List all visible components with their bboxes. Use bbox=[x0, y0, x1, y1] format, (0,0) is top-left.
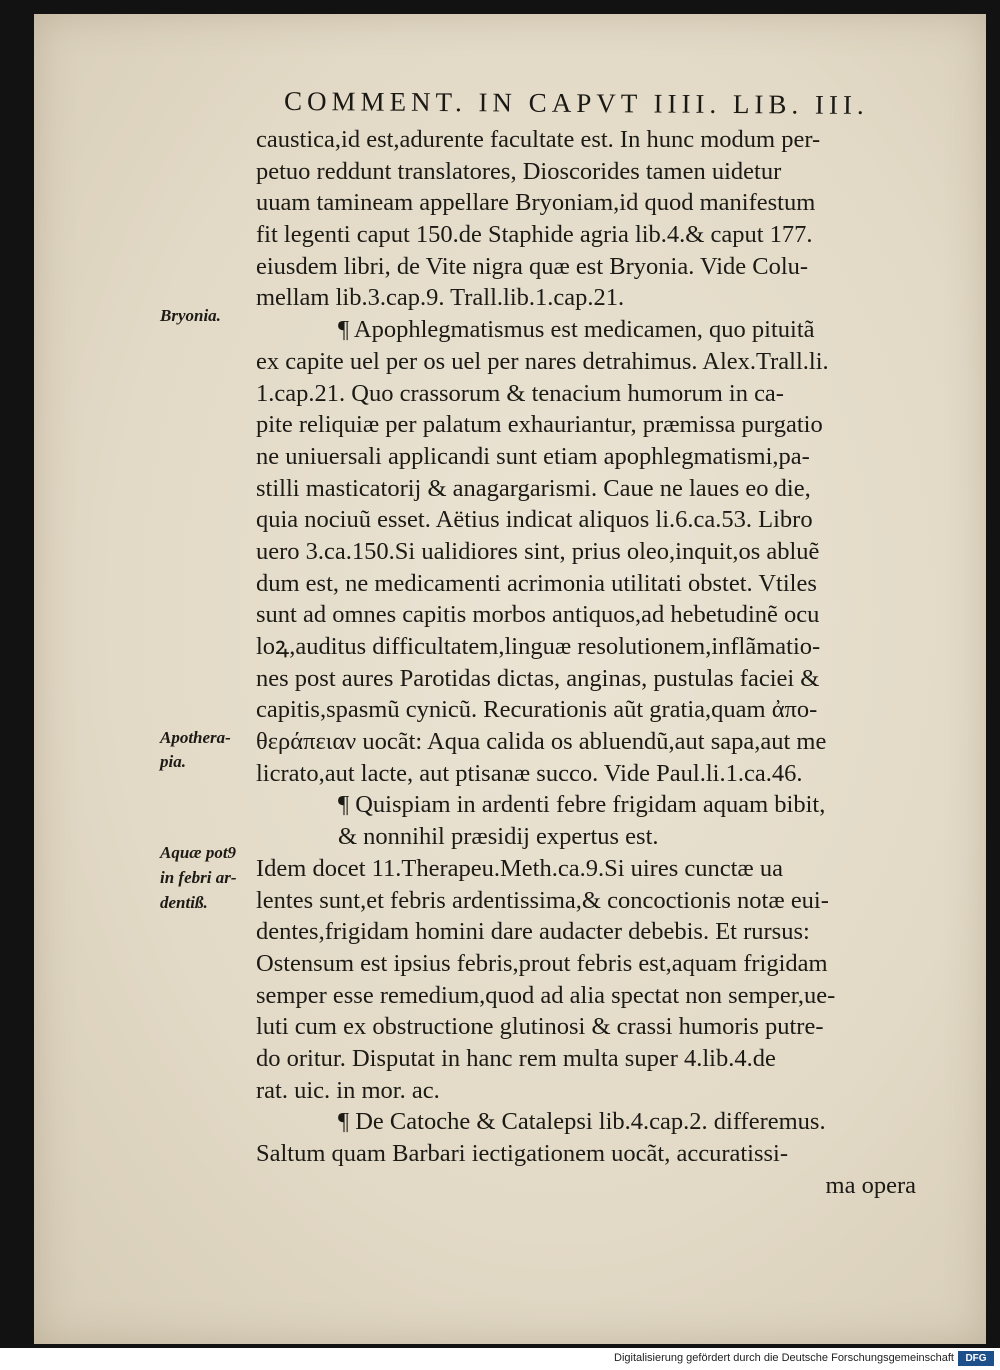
text-line: stilli masticatorij & anagargarismi. Caue ne laues eo die, bbox=[256, 474, 811, 502]
text-line: 1.cap.21. Quo crassorum & tenacium humorum in ca- bbox=[256, 379, 784, 407]
margin-note: dentiß. bbox=[160, 893, 208, 912]
text-line: uero 3.ca.150.Si ualidiores sint, prius oleo,inquit,os abluẽ bbox=[256, 537, 820, 565]
catchword-line: ma opera bbox=[825, 1171, 916, 1199]
text-line: ex capite uel per os uel per nares detrahimus. Alex.Trall.li. bbox=[256, 347, 829, 375]
text-line: loꝝ,auditus difficultatem,linguæ resolutionem,inflãmatio- bbox=[256, 633, 821, 660]
text-line: sunt ad omnes capitis morbos antiquos,ad hebetudinẽ ocu bbox=[256, 601, 820, 629]
text-line: θεράπειαν uocãt: Aqua calida os abluendũ,aut sapa,aut me bbox=[256, 728, 827, 756]
text-line: dum est, ne medicamenti acrimonia utilitati obstet. Vtiles bbox=[256, 569, 817, 597]
paragraph-start-line: ¶ Quispiam in ardenti febre frigidam aquam bibit, bbox=[338, 791, 826, 819]
text-line: rat. uic. in mor. ac. bbox=[256, 1076, 440, 1104]
margin-note: in febri ar- bbox=[160, 868, 237, 887]
text-line: quia nociuũ esset. Aëtius indicat aliquos li.6.ca.53. Libro bbox=[256, 506, 813, 534]
text-line: lentes sunt,et febris ardentissima,& concoctionis notæ eui- bbox=[256, 886, 829, 914]
text-line: Saltum quam Barbari iectigationem uocãt, accuratissi- bbox=[256, 1140, 789, 1167]
margin-note: Aquæ pot9 bbox=[160, 843, 237, 862]
text-line: semper esse remedium,quod ad alia spectat non semper,ue- bbox=[256, 981, 836, 1009]
text-line: mellam lib.3.cap.9. Trall.lib.1.cap.21. bbox=[256, 284, 625, 312]
text-line: pite reliquiæ per palatum exhauriantur, præmissa purgatio bbox=[256, 411, 823, 439]
margin-note: Bryonia. bbox=[160, 306, 221, 325]
paragraph-start-line: ¶ De Catoche & Catalepsi lib.4.cap.2. differemus. bbox=[338, 1108, 826, 1136]
text-line: Idem docet 11.Therapeu.Meth.ca.9.Si uires cunctæ ua bbox=[256, 854, 784, 882]
main-text-block bbox=[256, 124, 926, 1201]
margin-note: pia. bbox=[160, 752, 186, 771]
text-line: & nonnihil præsidij expertus est. bbox=[338, 823, 659, 851]
funding-credit: Digitalisierung gefördert durch die Deutsche Forschungsgemeinschaft bbox=[614, 1352, 954, 1364]
text-line: Ostensum est ipsius febris,prout febris est,aquam frigidam bbox=[256, 949, 828, 977]
dfg-logo-icon: DFG bbox=[958, 1351, 994, 1366]
text-line: nes post aures Parotidas dictas, anginas, pustulas faciei & bbox=[256, 664, 820, 692]
text-line: ne uniuersali applicandi sunt etiam apophlegmatismi,pa- bbox=[256, 442, 810, 470]
text-line: uuam tamineam appellare Bryoniam,id quod manifestum bbox=[256, 189, 816, 217]
text-line: eiusdem libri, de Vite nigra quæ est Bryonia. Vide Colu- bbox=[256, 252, 809, 280]
text-line: dentes,frigidam homini dare audacter debebis. Et rursus: bbox=[256, 918, 810, 946]
text-line: caustica,id est,adurente facultate est. In hunc modum per- bbox=[256, 126, 821, 153]
paragraph-start-line: ¶ Apophlegmatismus est medicamen, quo pituitã bbox=[338, 316, 815, 344]
text-line: licrato,aut lacte, aut ptisanæ succo. Vide Paul.li.1.ca.46. bbox=[256, 759, 803, 787]
text-line: do oritur. Disputat in hanc rem multa super 4.lib.4.de bbox=[256, 1044, 776, 1072]
text-line: fit legenti caput 150.de Staphide agria lib.4.& caput 177. bbox=[256, 221, 813, 249]
text-line: luti cum ex obstructione glutinosi & crassi humoris putre- bbox=[256, 1013, 824, 1041]
running-header: COMMENT. IN CAPVT IIII. LIB. III. bbox=[283, 85, 869, 120]
footer-bar bbox=[0, 1348, 1000, 1370]
margin-note: Apothera- bbox=[160, 728, 231, 747]
text-line: petuo reddunt translatores, Dioscorides tamen uidetur bbox=[256, 157, 782, 185]
text-line: capitis,spasmũ cynicũ. Recurationis aũt gratia,quam ἀπο- bbox=[256, 696, 818, 724]
